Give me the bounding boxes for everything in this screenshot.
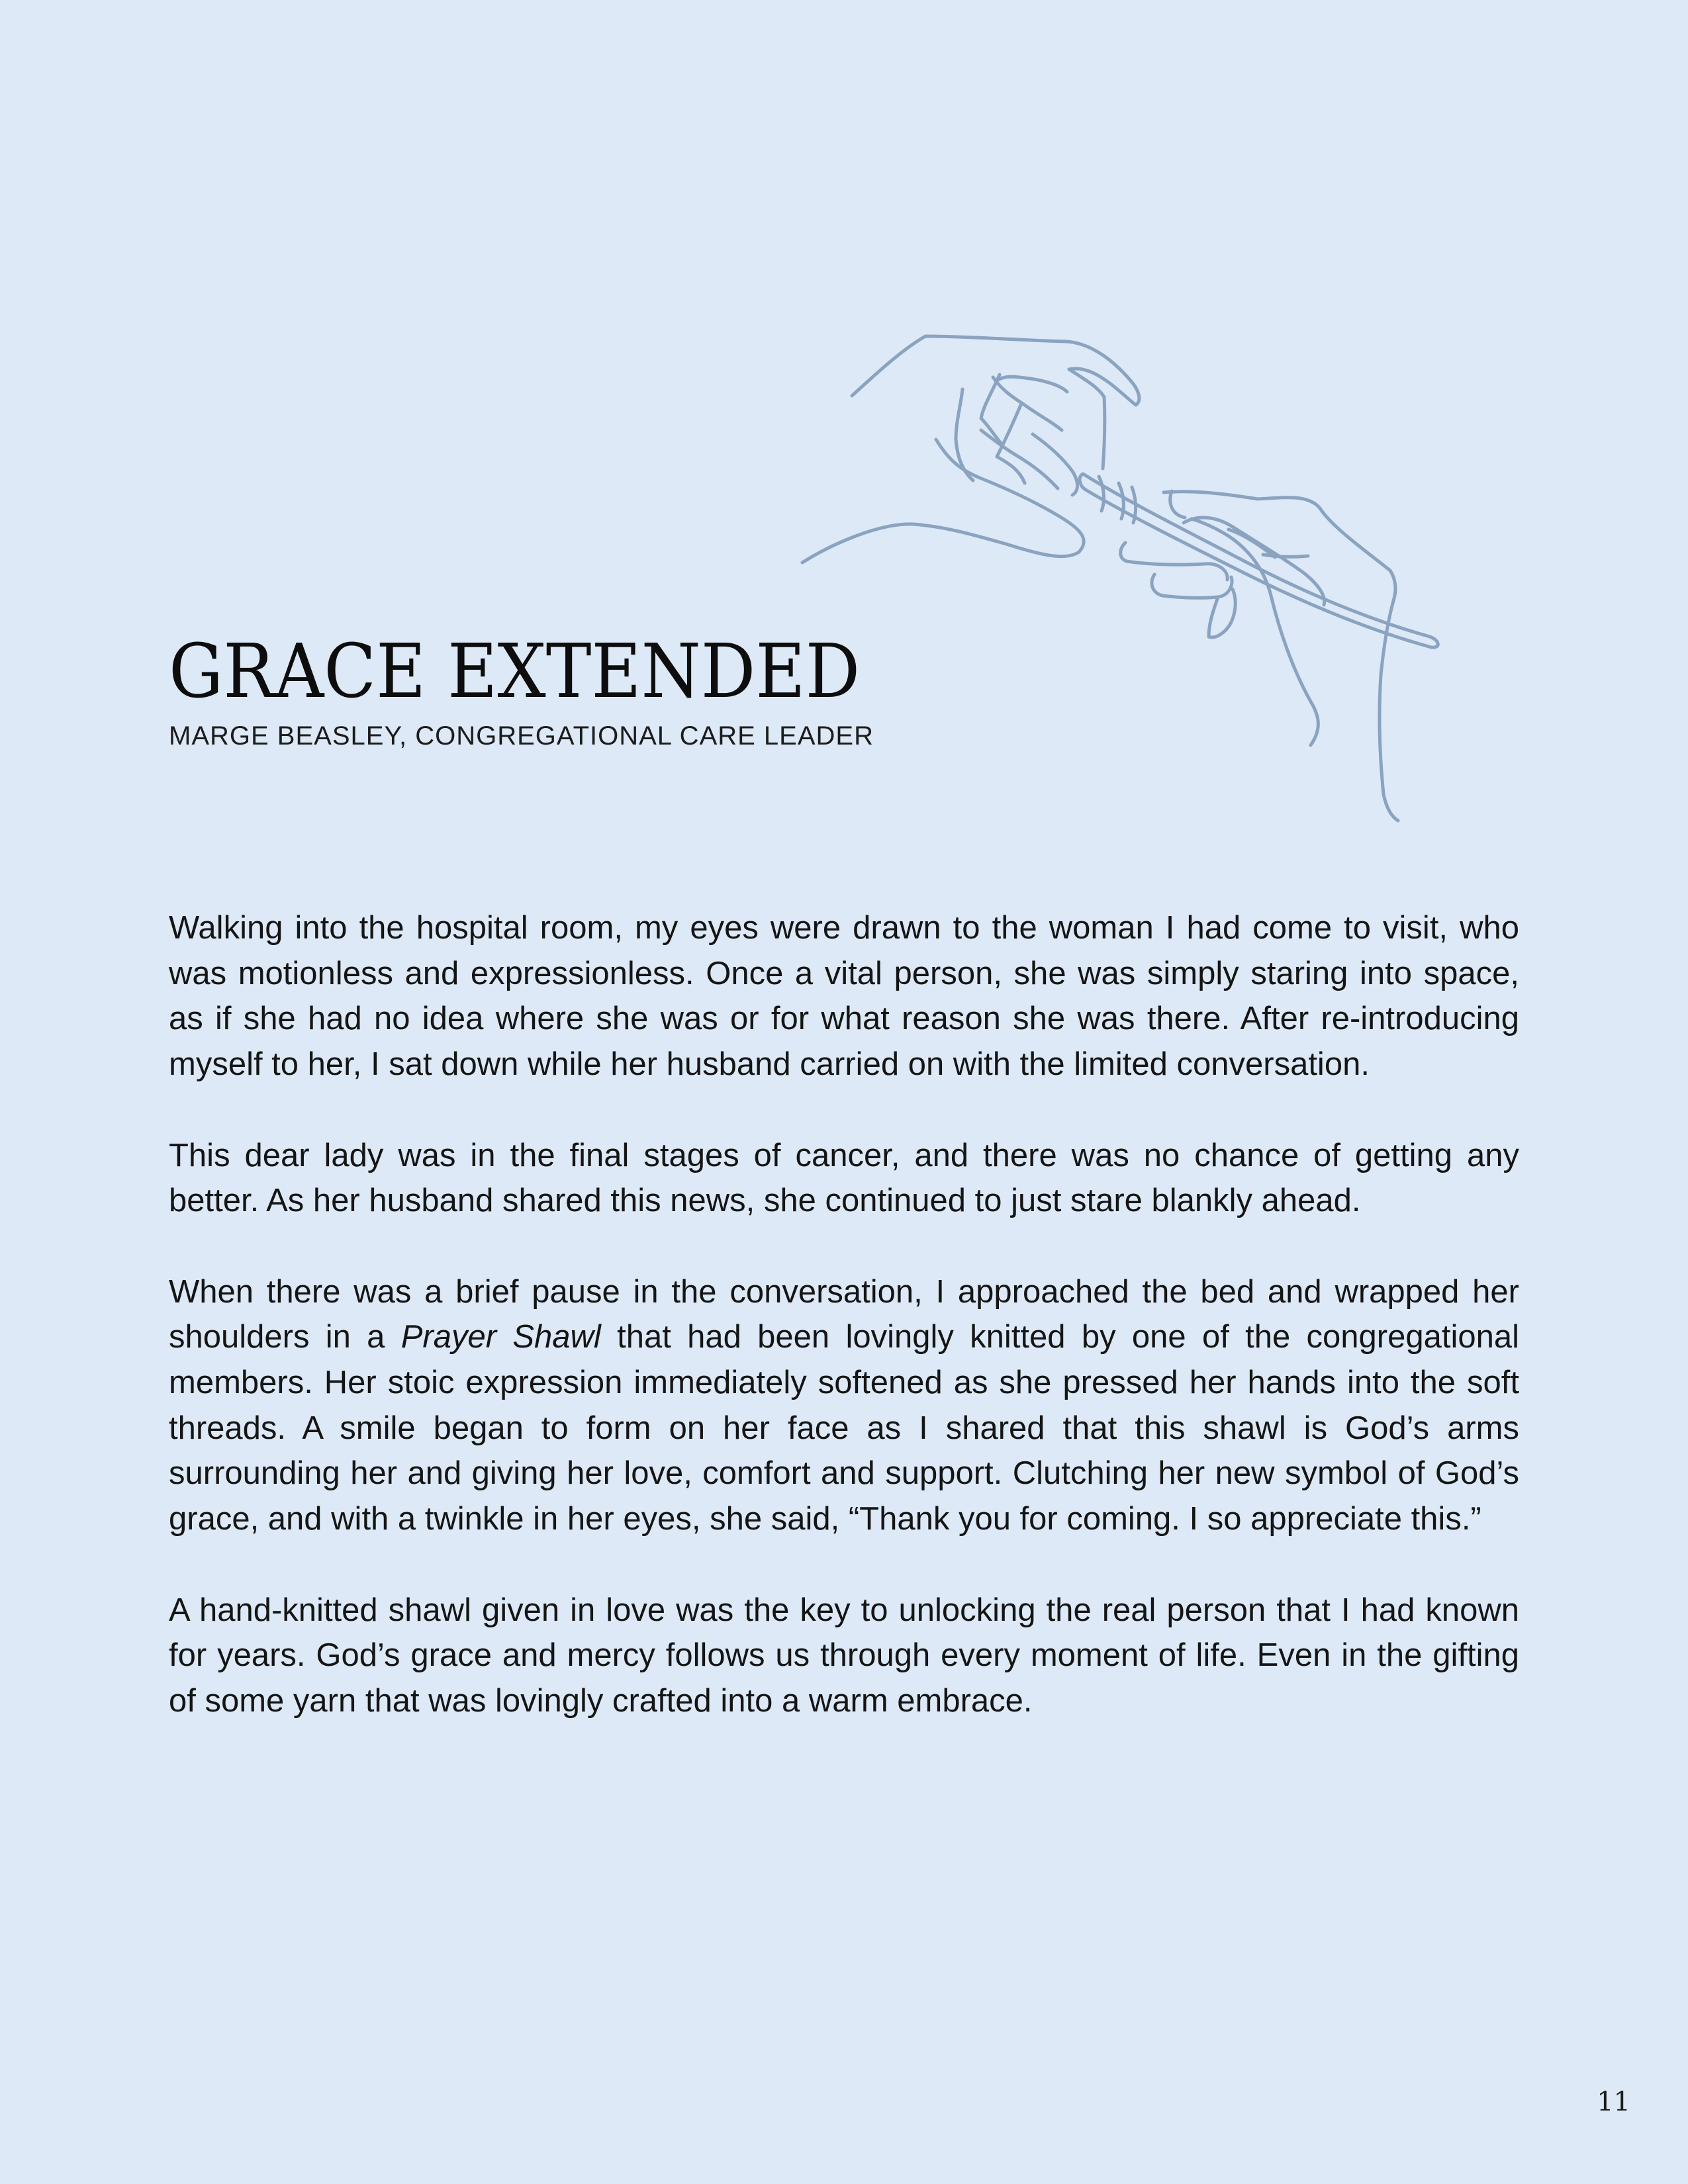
body-paragraph-2: This dear lady was in the final stages of cancer, and there was no chance of getting any better. As her husband shared this news, she continued to just stare blankly ahead. bbox=[169, 1137, 1519, 1219]
article-title: GRACE EXTENDED bbox=[169, 629, 861, 715]
article-byline: MARGE BEASLEY, CONGREGATIONAL CARE LEADER bbox=[169, 721, 874, 751]
body-paragraph-3 bbox=[169, 1269, 1519, 1542]
body-paragraph-4: A hand-knitted shawl given in love was the key to unlocking the real person that I had known for years. God’s grace and mercy follows us through every moment of life. Even in the gifting of some yarn that was lovingly crafted into a warm embrace. bbox=[169, 1592, 1519, 1719]
body-paragraph-1: Walking into the hospital room, my eyes were drawn to the woman I had come to visit, who was motionless and expressionless. Once a vital person, she was simply staring into space, as if she had no idea where she was or for what reason she was there. After re-introducing myself to her, I sat down while her husband carried on with the limited conversation. bbox=[169, 910, 1519, 1083]
page-number: 11 bbox=[1597, 2087, 1630, 2117]
hands-crocheting-icon bbox=[781, 318, 1456, 834]
article-body bbox=[169, 905, 1519, 1769]
body-paragraph-3-rest: that had been lovingly knitted by one of the congregational members. Her stoic expression immediately softened as she pressed her hands into the soft threads. A smile began to form on her face as I shared that this shawl is God’s arms surrounding her and giving her love, comfort and support. Clutching her new symbol of God’s grace, and with a twinkle in her eyes, she said, “Thank you for coming. I so appreciate this.” bbox=[169, 1319, 1519, 1537]
prayer-shawl-emphasis: Prayer Shawl bbox=[400, 1319, 601, 1355]
body-paragraph-3-lead: When there was a brief pause in the conversation, I approached the bed and wrapped her shoulders in a bbox=[169, 1273, 1519, 1355]
